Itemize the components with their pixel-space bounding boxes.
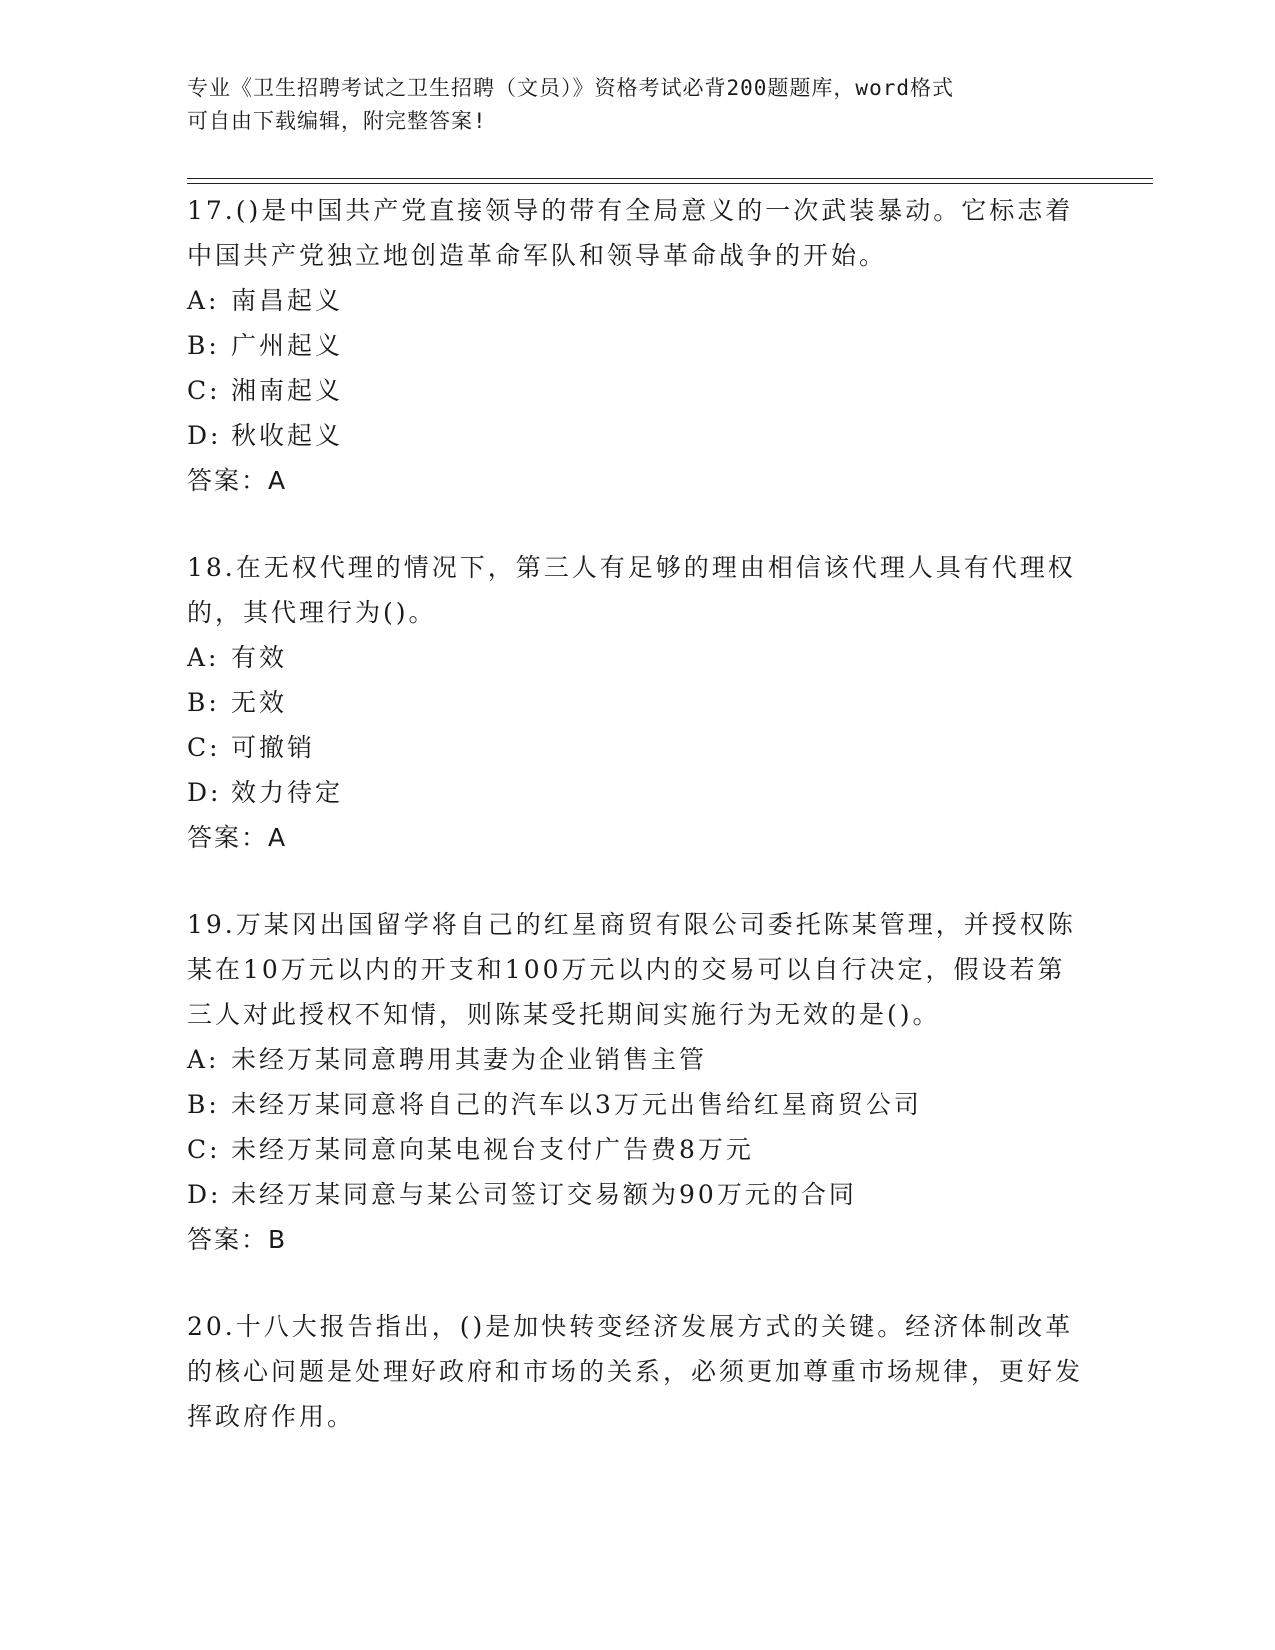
option-d — [187, 770, 1087, 815]
question-17 — [187, 188, 1087, 503]
header-line-1: 专业《卫生招聘考试之卫生招聘（文员）》资格考试必背200题题库，word格式 — [187, 76, 954, 100]
option-text: 未经万某同意聘用其妻为企业销售主管 — [231, 1045, 708, 1074]
header-divider-top — [187, 178, 1153, 179]
option-text: 未经万某同意与某公司签订交易额为90万元的合同 — [231, 1180, 857, 1209]
question-20 — [187, 1304, 1087, 1439]
question-stem: 19.万某冈出国留学将自己的红星商贸有限公司委托陈某管理，并授权陈某在10万元以内的开支和100万元以内的交易可以自行决定，假设若第三人对此授权不知情，则陈某受托期间实施行为无效的是()。 — [187, 910, 1076, 1029]
question-19 — [187, 902, 1087, 1262]
option-letter: B: — [187, 1090, 220, 1119]
option-letter: C: — [187, 1135, 221, 1164]
option-text: 未经万某同意将自己的汽车以3万元出售给红星商贸公司 — [231, 1090, 922, 1119]
option-letter: D: — [187, 421, 222, 450]
option-letter: D: — [187, 1180, 222, 1209]
option-text: 未经万某同意向某电视台支付广告费8万元 — [231, 1135, 754, 1164]
answer-line: 答案：A — [187, 823, 288, 852]
option-c — [187, 725, 1087, 770]
option-a — [187, 635, 1087, 680]
document-header — [187, 72, 1067, 138]
option-a — [187, 278, 1087, 323]
option-b — [187, 323, 1087, 368]
answer-line: 答案：A — [187, 466, 288, 495]
header-line-2: 可自由下载编辑，附完整答案! — [187, 109, 487, 133]
option-text: 有效 — [231, 643, 288, 672]
option-b — [187, 680, 1087, 725]
option-letter: A: — [187, 643, 220, 672]
option-c — [187, 368, 1087, 413]
question-stem: 18.在无权代理的情况下，第三人有足够的理由相信该代理人具有代理权的，其代理行为()。 — [187, 553, 1076, 627]
option-c — [187, 1127, 1087, 1172]
option-letter: B: — [187, 688, 220, 717]
option-letter: A: — [187, 1045, 220, 1074]
option-letter: A: — [187, 286, 220, 315]
option-text: 可撤销 — [231, 733, 316, 762]
option-text: 湘南起义 — [231, 376, 344, 405]
option-letter: B: — [187, 331, 220, 360]
question-stem: 17.()是中国共产党直接领导的带有全局意义的一次武装暴动。它标志着中国共产党独立地创造革命军队和领导革命战争的开始。 — [187, 196, 1074, 270]
question-list — [187, 188, 1087, 1481]
header-divider-bottom — [187, 183, 1153, 184]
question-18 — [187, 545, 1087, 860]
option-letter: D: — [187, 778, 222, 807]
option-letter: C: — [187, 376, 221, 405]
option-d — [187, 1172, 1087, 1217]
option-text: 效力待定 — [231, 778, 344, 807]
option-text: 无效 — [231, 688, 288, 717]
option-text: 广州起义 — [231, 331, 344, 360]
option-d — [187, 413, 1087, 458]
option-text: 南昌起义 — [231, 286, 344, 315]
question-stem: 20.十八大报告指出，()是加快转变经济发展方式的关键。经济体制改革的核心问题是处理好政府和市场的关系，必须更加尊重市场规律，更好发挥政府作用。 — [187, 1312, 1084, 1431]
option-b — [187, 1082, 1087, 1127]
option-a — [187, 1037, 1087, 1082]
option-letter: C: — [187, 733, 221, 762]
option-text: 秋收起义 — [231, 421, 344, 450]
answer-line: 答案：B — [187, 1225, 288, 1254]
